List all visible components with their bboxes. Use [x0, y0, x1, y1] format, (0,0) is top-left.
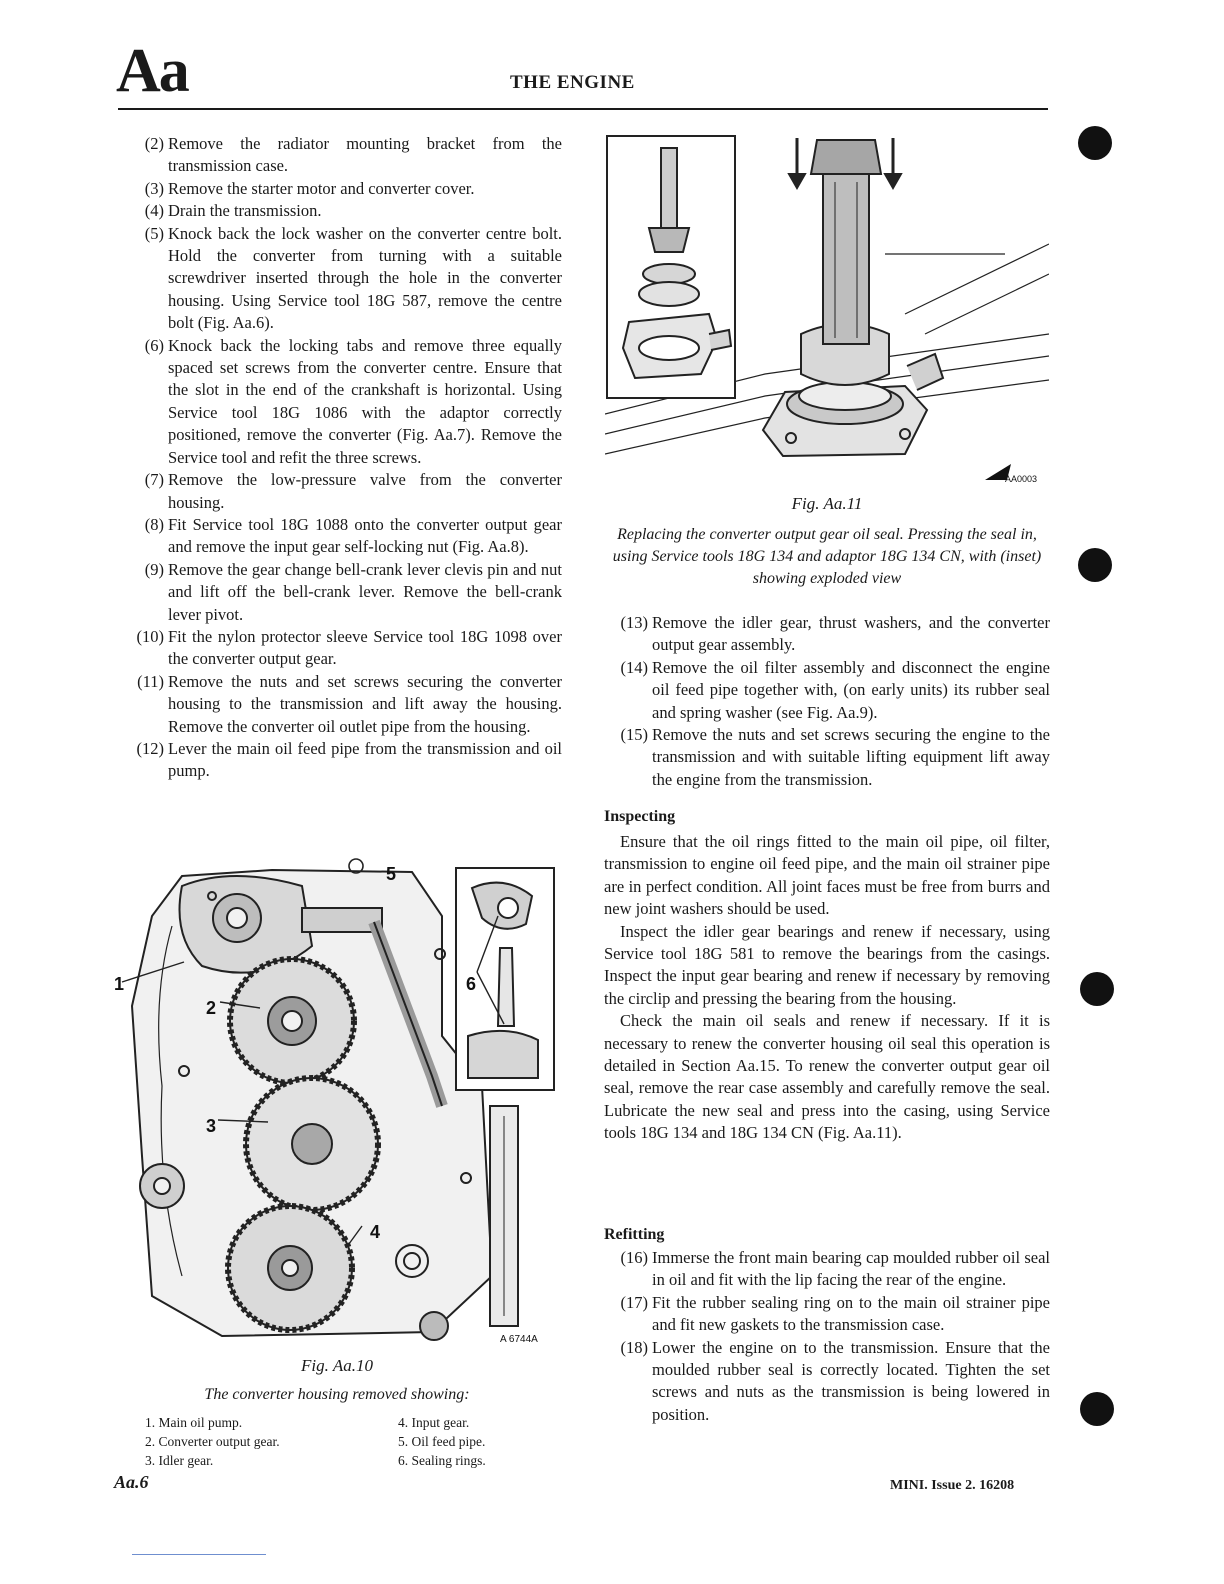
- step-item: [120, 514, 562, 559]
- step-item: [606, 657, 1050, 724]
- step-text: Knock back the locking tabs and remove three equally spaced set screws from the converter centre. Ensure that the slot in the end of the crankshaft is horizontal. Using Service tool 18G 1086 with the adaptor correctly positioned, remove the converter (Fig. Aa.7). Remove the Service tool and refit the three screws.: [168, 335, 562, 467]
- step-number: (7): [144, 470, 164, 490]
- legend-item: 6. Sealing rings.: [398, 1453, 486, 1468]
- step-item: [120, 200, 562, 222]
- step-number: (18): [620, 1337, 648, 1357]
- step-text: Remove the low-pressure valve from the converter housing.: [168, 470, 562, 512]
- step-number: (8): [144, 514, 164, 534]
- step-item: [120, 178, 562, 200]
- step-text: Remove the nuts and set screws securing the engine to the transmission and with suitable lifting equipment lift away the engine from the transmission.: [652, 725, 1050, 789]
- fig10-label: Fig. Aa.10: [301, 1356, 373, 1375]
- step-number: (17): [620, 1292, 648, 1312]
- step-number: (12): [136, 738, 164, 758]
- issue-reference: MINI. Issue 2. 16208: [890, 1478, 1015, 1493]
- step-item: [606, 1247, 1050, 1292]
- inspecting-paragraph: Inspect the idler gear bearings and renew if necessary, using Service tool 18G 581 to remove the bearings from the casings. Inspect the input gear bearing and renew if necessary by removing the circlip and pressing the bearing from the housing.: [604, 921, 1050, 1008]
- step-number: (3): [144, 178, 164, 198]
- step-item: [606, 612, 1050, 657]
- step-text: Remove the oil filter assembly and disconnect the engine oil feed pipe together with, (on early units) its rubber seal and spring washer (see Fig. Aa.9).: [652, 657, 1050, 722]
- step-item: [120, 223, 562, 335]
- dismantling-steps: [120, 133, 562, 783]
- legend-item: 2. Converter output gear.: [145, 1434, 280, 1449]
- fig10-legend: [145, 1414, 565, 1470]
- fig10-callout-6: 6: [466, 974, 477, 994]
- step-item: [120, 335, 562, 469]
- converter-housing-illustration: [112, 856, 562, 1346]
- step-item: [606, 724, 1050, 791]
- removal-steps-continued: [606, 612, 1050, 791]
- step-text: Remove the gear change bell-crank lever clevis pin and nut and lift off the bell-crank lever. Remove the bell-crank lever pivot.: [168, 559, 562, 624]
- punch-hole: [1078, 126, 1112, 160]
- fig10-caption: The converter housing removed showing:: [204, 1386, 470, 1403]
- section-mark: Aa: [116, 37, 188, 105]
- step-item: [120, 133, 562, 178]
- fig10-callout-2: 2: [206, 998, 217, 1018]
- inspecting-paragraph: Ensure that the oil rings fitted to the main oil pipe, oil filter, transmission to engine oil feed pipe, and the main oil strainer pipe are in perfect condition. All joint faces must be free from burrs and new joint washers should be used.: [604, 832, 1050, 919]
- figure-aa11: [605, 134, 1049, 488]
- punch-hole: [1080, 972, 1114, 1006]
- fig11-label: Fig. Aa.11: [791, 494, 863, 513]
- step-item: [120, 671, 562, 738]
- step-number: (10): [136, 626, 164, 646]
- step-text: Lever the main oil feed pipe from the transmission and oil pump.: [168, 738, 562, 781]
- step-number: (14): [620, 657, 648, 677]
- legend-item: 1. Main oil pump.: [145, 1415, 243, 1430]
- step-number: (2): [144, 134, 164, 153]
- inspecting-body: [604, 831, 1050, 1145]
- running-title: THE ENGINE: [510, 72, 635, 93]
- step-item: [606, 1337, 1050, 1427]
- fig11-code: AA0003: [1005, 474, 1038, 484]
- step-text: Lower the engine on to the transmission. Ensure that the moulded rubber seal is correctly located. Tighten the set screws and nuts as the transmission is being lowered in position.: [652, 1337, 1050, 1424]
- step-number: (16): [620, 1248, 648, 1267]
- header-rule: [118, 108, 1048, 110]
- fig10-callout-4: 4: [370, 1222, 381, 1242]
- step-text: Remove the radiator mounting bracket from the transmission case.: [168, 134, 562, 176]
- step-text: Immerse the front main bearing cap moulded rubber oil seal in oil and fit with the lip facing the rear of the engine.: [652, 1248, 1050, 1290]
- refitting-steps: [606, 1247, 1050, 1426]
- step-item: [120, 738, 562, 783]
- fig10-callout-5: 5: [386, 864, 397, 884]
- refitting-heading: Refitting: [604, 1226, 665, 1243]
- step-text: Fit the nylon protector sleeve Service tool 18G 1098 over the converter output gear.: [168, 626, 562, 669]
- page-number: Aa.6: [114, 1472, 149, 1492]
- fig11-caption: Replacing the converter output gear oil seal. Pressing the seal in, using Service tools 18G 134 and adaptor 18G 134 CN, with (inset) showing exploded view: [612, 526, 1042, 587]
- figure-aa10: [112, 856, 562, 1346]
- punch-hole: [1078, 548, 1112, 582]
- step-item: [120, 469, 562, 514]
- step-number: (11): [137, 671, 164, 691]
- fig10-callout-3: 3: [206, 1116, 217, 1136]
- step-number: (15): [620, 725, 648, 745]
- legend-item: 5. Oil feed pipe.: [398, 1434, 486, 1449]
- step-text: Fit the rubber sealing ring on to the main oil strainer pipe and fit new gaskets to the transmission case.: [652, 1292, 1050, 1335]
- step-number: (9): [144, 559, 164, 579]
- fig10-code: A 6744A: [500, 1334, 538, 1345]
- step-number: (4): [144, 201, 164, 221]
- step-text: Drain the transmission.: [168, 201, 322, 221]
- bottom-link-rule: [132, 1554, 266, 1555]
- step-text: Fit Service tool 18G 1088 onto the converter output gear and remove the input gear self-locking nut (Fig. Aa.8).: [168, 514, 562, 557]
- step-item: [120, 626, 562, 671]
- step-item: [606, 1292, 1050, 1337]
- oil-seal-press-illustration: [605, 134, 1049, 488]
- step-text: Remove the nuts and set screws securing the converter housing to the transmission and lift away the housing. Remove the converter oil outlet pipe from the housing.: [168, 671, 562, 736]
- fig10-callout-1: 1: [114, 974, 125, 994]
- step-number: (5): [144, 223, 164, 243]
- inspecting-paragraph: Check the main oil seals and renew if necessary. If it is necessary to renew the converter housing oil seal this operation is detailed in Section Aa.15. To renew the converter output gear oil seal, remove the rear case assembly and carefully remove the seal. Lubricate the new seal and press into the casing, using Service tools 18G 134 and 18G 134 CN (Fig. Aa.11).: [604, 1011, 1050, 1143]
- step-number: (13): [620, 613, 648, 632]
- legend-item: 4. Input gear.: [398, 1415, 470, 1430]
- step-text: Remove the idler gear, thrust washers, and the converter output gear assembly.: [652, 613, 1050, 655]
- step-text: Knock back the lock washer on the converter centre bolt. Hold the converter from turning with a suitable screwdriver inserted through the hole in the converter housing. Using Service tool 18G 587, remove the centre bolt (Fig. Aa.6).: [168, 223, 562, 333]
- inspecting-heading: Inspecting: [604, 808, 676, 825]
- legend-item: 3. Idler gear.: [145, 1453, 214, 1468]
- step-text: Remove the starter motor and converter cover.: [168, 178, 475, 198]
- step-item: [120, 559, 562, 626]
- punch-hole: [1080, 1392, 1114, 1426]
- step-number: (6): [144, 335, 164, 355]
